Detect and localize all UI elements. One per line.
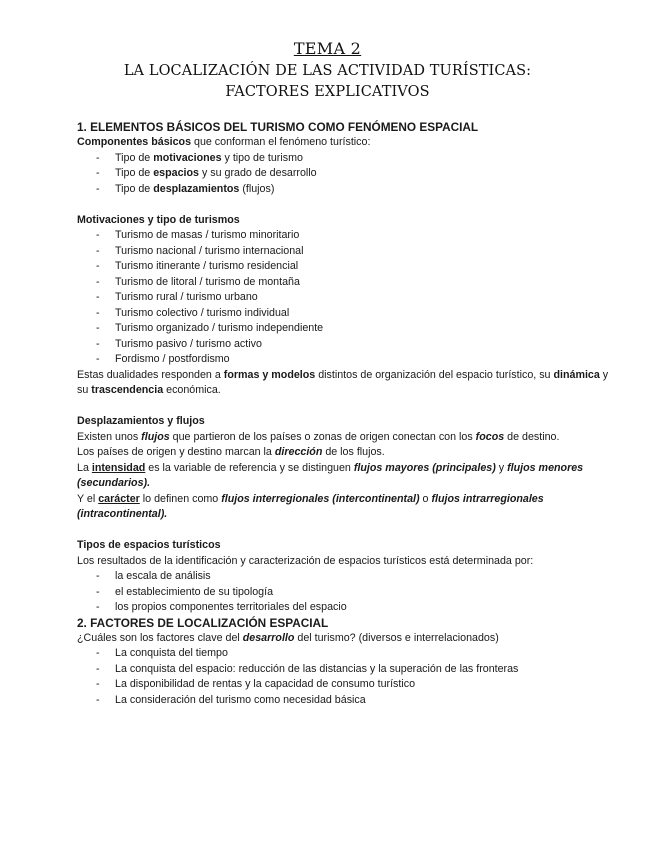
list-item: - Turismo de masas / turismo minoritario	[77, 228, 617, 244]
flows-paragraph-1: Existen unos flujos que partieron de los países o zonas de origen conectan con los focos de destino.	[77, 430, 560, 443]
dualities-paragraph: Estas dualidades responden a formas y modelos distintos de organización del espacio turístico, su dinámica y su trascendencia económica.	[77, 368, 609, 396]
list-item: - Turismo nacional / turismo internacional	[77, 244, 617, 260]
flows-paragraph-2: Los países de origen y destino marcan la dirección de los flujos.	[77, 446, 385, 458]
list-item: - los propios componentes territoriales del espacio	[77, 600, 617, 616]
space-types-heading: Tipos de espacios turísticos	[77, 539, 221, 551]
space-types-list	[77, 569, 617, 616]
components-intro: Componentes básicos que conforman el fenómeno turístico:	[77, 136, 371, 148]
flows-heading: Desplazamientos y flujos	[77, 415, 205, 427]
doc-body	[77, 120, 617, 708]
section-1-heading: 1. ELEMENTOS BÁSICOS DEL TURISMO COMO FENÓMENO ESPACIAL	[77, 120, 479, 134]
list-item: - Tipo de motivaciones y tipo de turismo	[77, 151, 617, 167]
space-types-intro: Los resultados de la identificación y caracterización de espacios turísticos está determinada por:	[77, 554, 534, 567]
motivations-list	[77, 228, 617, 368]
list-item: - La conquista del espacio: reducción de las distancias y la superación de las fronteras	[77, 662, 617, 678]
list-item: - Turismo colectivo / turismo individual	[77, 306, 617, 322]
section-2-heading: 2. FACTORES DE LOCALIZACIÓN ESPACIAL	[77, 615, 329, 630]
factors-list	[77, 646, 617, 708]
flows-paragraph-3: La intensidad es la variable de referencia y se distinguen flujos mayores (principales) y flujos menores (secundarios).	[77, 461, 584, 489]
list-item: - La disponibilidad de rentas y la capacidad de consumo turístico	[77, 677, 617, 693]
list-item: - Tipo de espacios y su grado de desarrollo	[77, 166, 617, 182]
list-item: - Turismo itinerante / turismo residencial	[77, 259, 617, 275]
doc-subtitle-line2: FACTORES EXPLICATIVOS	[225, 84, 430, 100]
flows-paragraph-4: Y el carácter lo definen como flujos interregionales (intercontinental) o flujos intrarregionales (intracontinental).	[77, 492, 544, 520]
list-item: - Turismo de litoral / turismo de montaña	[77, 275, 617, 291]
list-item: - la escala de análisis	[77, 569, 617, 585]
list-item: - Fordismo / postfordismo	[77, 352, 617, 368]
components-list	[77, 151, 617, 198]
list-item: - La consideración del turismo como necesidad básica	[77, 693, 617, 709]
list-item: - La conquista del tiempo	[77, 646, 617, 662]
doc-title: TEMA 2	[293, 39, 362, 58]
list-item: - Tipo de desplazamientos (flujos)	[77, 182, 617, 198]
motivations-heading: Motivaciones y tipo de turismos	[77, 213, 240, 226]
list-item: - Turismo rural / turismo urbano	[77, 290, 617, 306]
list-item: - el establecimiento de su tipología	[77, 585, 617, 601]
doc-subtitle-line1: LA LOCALIZACIÓN DE LAS ACTIVIDAD TURÍSTICAS:	[123, 63, 532, 79]
list-item: - Turismo pasivo / turismo activo	[77, 337, 617, 353]
list-item: - Turismo organizado / turismo independiente	[77, 321, 617, 337]
factors-question: ¿Cuáles son los factores clave del desarrollo del turismo? (diversos e interrelacionados)	[77, 631, 499, 644]
